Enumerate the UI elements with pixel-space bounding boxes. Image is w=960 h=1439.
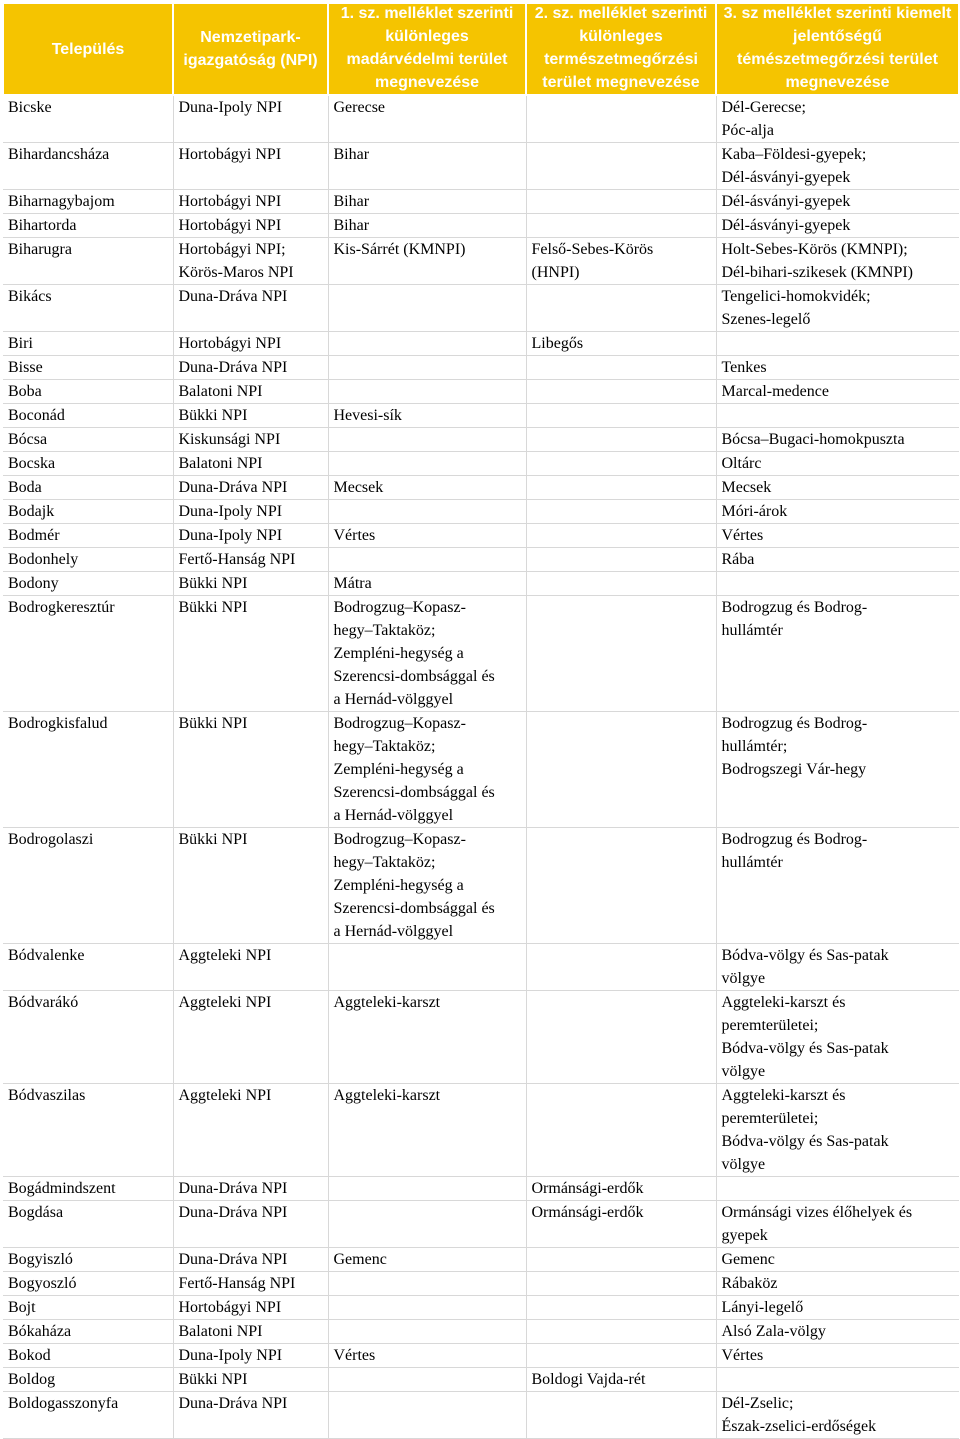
priority-area-cell: Dél-ásványi-gyepek: [716, 214, 959, 238]
nature-area-cell: [526, 548, 716, 572]
priority-area-cell: Móri-árok: [716, 500, 959, 524]
table-row: [3, 524, 959, 548]
priority-area-cell: Gemenc: [716, 1248, 959, 1272]
priority-area-cell: Aggteleki-karszt és peremterületei; Bódva-völgy és Sas-patak völgye: [716, 1084, 959, 1177]
directorate-cell: Fertő-Hanság NPI: [173, 1272, 328, 1296]
settlement-cell: Bodony: [3, 572, 173, 596]
table-row: [3, 285, 959, 332]
settlement-cell: Bódvaszilas: [3, 1084, 173, 1177]
table-row: [3, 1248, 959, 1272]
nature-area-cell: [526, 1248, 716, 1272]
bird-area-cell: Bihar: [328, 143, 526, 190]
nature-area-cell: [526, 1320, 716, 1344]
settlement-cell: Bihardancsháza: [3, 143, 173, 190]
settlement-cell: Boconád: [3, 404, 173, 428]
header-nature-conservation-area: 2. sz. melléklet szerinti különleges természetmegőrzési terület megnevezése: [526, 3, 716, 95]
nature-area-cell: [526, 214, 716, 238]
settlement-cell: Bodrogkeresztúr: [3, 596, 173, 712]
nature-area-cell: [526, 500, 716, 524]
nature-area-cell: [526, 476, 716, 500]
bird-area-cell: Bodrogzug–Kopasz- hegy–Taktaköz; Zempléni-hegység a Szerencsi-dombsággal és a Hernád-völggyel: [328, 828, 526, 944]
bird-area-cell: [328, 1296, 526, 1320]
directorate-cell: Hortobágyi NPI: [173, 214, 328, 238]
header-bird-protection-area: 1. sz. melléklet szerinti különleges madárvédelmi terület megnevezése: [328, 3, 526, 95]
table-row: [3, 572, 959, 596]
directorate-cell: Bükki NPI: [173, 712, 328, 828]
directorate-cell: Duna-Dráva NPI: [173, 285, 328, 332]
priority-area-cell: Bócsa–Bugaci-homokpuszta: [716, 428, 959, 452]
directorate-cell: Duna-Dráva NPI: [173, 1248, 328, 1272]
header-priority-conservation-area: 3. sz melléklet szerinti kiemelt jelentőségű témészetmegőrzési terület megnevezése: [716, 3, 959, 95]
table-row: [3, 1392, 959, 1439]
priority-area-cell: [716, 404, 959, 428]
nature-area-cell: [526, 572, 716, 596]
bird-area-cell: [328, 356, 526, 380]
table-row: [3, 404, 959, 428]
bird-area-cell: [328, 1392, 526, 1439]
settlement-cell: Bogádmindszent: [3, 1177, 173, 1201]
bird-area-cell: Vértes: [328, 524, 526, 548]
nature-area-cell: [526, 143, 716, 190]
nature-area-cell: [526, 452, 716, 476]
directorate-cell: Balatoni NPI: [173, 452, 328, 476]
bird-area-cell: Bihar: [328, 190, 526, 214]
directorate-cell: Duna-Dráva NPI: [173, 1201, 328, 1248]
nature-area-cell: [526, 404, 716, 428]
bird-area-cell: Gemenc: [328, 1248, 526, 1272]
table-row: [3, 1320, 959, 1344]
table-row: [3, 944, 959, 991]
nature-area-cell: [526, 428, 716, 452]
priority-area-cell: Ormánsági vizes élőhelyek és gyepek: [716, 1201, 959, 1248]
directorate-cell: Duna-Ipoly NPI: [173, 1344, 328, 1368]
priority-area-cell: Rába: [716, 548, 959, 572]
priority-area-cell: Tenkes: [716, 356, 959, 380]
bird-area-cell: [328, 1368, 526, 1392]
settlement-cell: Bócsa: [3, 428, 173, 452]
header-national-park-directorate: Nemzetipark- igazgatóság (NPI): [173, 3, 328, 95]
directorate-cell: Bükki NPI: [173, 1368, 328, 1392]
nature-area-cell: [526, 1272, 716, 1296]
priority-area-cell: Mecsek: [716, 476, 959, 500]
directorate-cell: Bükki NPI: [173, 572, 328, 596]
priority-area-cell: Holt-Sebes-Körös (KMNPI); Dél-bihari-szikesek (KMNPI): [716, 238, 959, 285]
nature-area-cell: [526, 1296, 716, 1320]
table-row: [3, 356, 959, 380]
table-row: [3, 1084, 959, 1177]
settlement-cell: Bodrogolaszi: [3, 828, 173, 944]
settlement-cell: Bogdása: [3, 1201, 173, 1248]
settlement-cell: Bokod: [3, 1344, 173, 1368]
settlement-cell: Bogyoszló: [3, 1272, 173, 1296]
directorate-cell: Hortobágyi NPI: [173, 332, 328, 356]
bird-area-cell: [328, 452, 526, 476]
table-row: [3, 190, 959, 214]
directorate-cell: Aggteleki NPI: [173, 1084, 328, 1177]
settlement-cell: Boda: [3, 476, 173, 500]
table-body: [3, 95, 959, 1439]
settlement-cell: Bodmér: [3, 524, 173, 548]
bird-area-cell: Gerecse: [328, 95, 526, 143]
nature-area-cell: Boldogi Vajda-rét: [526, 1368, 716, 1392]
directorate-cell: Hortobágyi NPI: [173, 143, 328, 190]
directorate-cell: Aggteleki NPI: [173, 991, 328, 1084]
directorate-cell: Duna-Dráva NPI: [173, 1392, 328, 1439]
table-row: [3, 991, 959, 1084]
priority-area-cell: Rábaköz: [716, 1272, 959, 1296]
bird-area-cell: [328, 548, 526, 572]
settlement-cell: Bikács: [3, 285, 173, 332]
settlement-cell: Boldogasszonyfa: [3, 1392, 173, 1439]
directorate-cell: Duna-Dráva NPI: [173, 356, 328, 380]
directorate-cell: Balatoni NPI: [173, 1320, 328, 1344]
directorate-cell: Duna-Ipoly NPI: [173, 500, 328, 524]
nature-area-cell: [526, 190, 716, 214]
nature-area-cell: [526, 1392, 716, 1439]
directorate-cell: Fertő-Hanság NPI: [173, 548, 328, 572]
settlement-cell: Bódvalenke: [3, 944, 173, 991]
directorate-cell: Balatoni NPI: [173, 380, 328, 404]
priority-area-cell: Bodrogzug és Bodrog- hullámtér; Bodrogszegi Vár-hegy: [716, 712, 959, 828]
table-row: [3, 332, 959, 356]
bird-area-cell: Mecsek: [328, 476, 526, 500]
bird-area-cell: [328, 1177, 526, 1201]
priority-area-cell: [716, 1368, 959, 1392]
bird-area-cell: [328, 1272, 526, 1296]
nature-area-cell: [526, 944, 716, 991]
bird-area-cell: Bihar: [328, 214, 526, 238]
priority-area-cell: Marcal-medence: [716, 380, 959, 404]
directorate-cell: Duna-Dráva NPI: [173, 476, 328, 500]
directorate-cell: Bükki NPI: [173, 828, 328, 944]
bird-area-cell: [328, 380, 526, 404]
directorate-cell: Duna-Ipoly NPI: [173, 524, 328, 548]
bird-area-cell: [328, 500, 526, 524]
priority-area-cell: Dél-Gerecse; Póc-alja: [716, 95, 959, 143]
settlement-cell: Bókaháza: [3, 1320, 173, 1344]
table-row: [3, 1272, 959, 1296]
priority-area-cell: Lányi-legelő: [716, 1296, 959, 1320]
nature-area-cell: [526, 991, 716, 1084]
header-settlement: Település: [3, 3, 173, 95]
nature-area-cell: Ormánsági-erdők: [526, 1177, 716, 1201]
priority-area-cell: Vértes: [716, 1344, 959, 1368]
table-row: [3, 238, 959, 285]
priority-area-cell: Alsó Zala-völgy: [716, 1320, 959, 1344]
priority-area-cell: Bodrogzug és Bodrog- hullámtér: [716, 596, 959, 712]
table-row: [3, 143, 959, 190]
nature-area-cell: [526, 356, 716, 380]
directorate-cell: Duna-Dráva NPI: [173, 1177, 328, 1201]
settlement-cell: Bogyiszló: [3, 1248, 173, 1272]
directorate-cell: Duna-Ipoly NPI: [173, 95, 328, 143]
directorate-cell: Hortobágyi NPI: [173, 190, 328, 214]
nature-area-cell: [526, 828, 716, 944]
directorate-cell: Hortobágyi NPI; Körös-Maros NPI: [173, 238, 328, 285]
table-row: [3, 712, 959, 828]
nature-area-cell: Libegős: [526, 332, 716, 356]
directorate-cell: Aggteleki NPI: [173, 944, 328, 991]
bird-area-cell: Aggteleki-karszt: [328, 991, 526, 1084]
priority-area-cell: [716, 332, 959, 356]
settlement-cell: Bodonhely: [3, 548, 173, 572]
settlement-cell: Bódvarákó: [3, 991, 173, 1084]
bird-area-cell: Aggteleki-karszt: [328, 1084, 526, 1177]
table-row: [3, 452, 959, 476]
directorate-cell: Bükki NPI: [173, 596, 328, 712]
table-row: [3, 500, 959, 524]
directorate-cell: Hortobágyi NPI: [173, 1296, 328, 1320]
nature-area-cell: [526, 285, 716, 332]
settlement-cell: Bicske: [3, 95, 173, 143]
nature-area-cell: [526, 1084, 716, 1177]
bird-area-cell: [328, 1201, 526, 1248]
settlement-cell: Bihartorda: [3, 214, 173, 238]
table-row: [3, 214, 959, 238]
table-row: [3, 596, 959, 712]
settlement-cell: Bodajk: [3, 500, 173, 524]
priority-area-cell: [716, 572, 959, 596]
priority-area-cell: Bódva-völgy és Sas-patak völgye: [716, 944, 959, 991]
priority-area-cell: Dél-Zselic; Észak-zselici-erdőségek: [716, 1392, 959, 1439]
settlement-cell: Boba: [3, 380, 173, 404]
bird-area-cell: Mátra: [328, 572, 526, 596]
directorate-cell: Kiskunsági NPI: [173, 428, 328, 452]
settlement-cell: Biharugra: [3, 238, 173, 285]
table-row: [3, 476, 959, 500]
priority-area-cell: Bodrogzug és Bodrog- hullámtér: [716, 828, 959, 944]
settlement-cell: Bocska: [3, 452, 173, 476]
header-row: [3, 3, 959, 95]
bird-area-cell: [328, 1320, 526, 1344]
priority-area-cell: Kaba–Földesi-gyepek; Dél-ásványi-gyepek: [716, 143, 959, 190]
nature-area-cell: Felső-Sebes-Körös (HNPI): [526, 238, 716, 285]
priority-area-cell: Vértes: [716, 524, 959, 548]
settlement-cell: Bodrogkisfalud: [3, 712, 173, 828]
protected-areas-table: [2, 2, 960, 1439]
settlement-cell: Boldog: [3, 1368, 173, 1392]
table-row: [3, 1296, 959, 1320]
settlement-cell: Biri: [3, 332, 173, 356]
nature-area-cell: [526, 1344, 716, 1368]
bird-area-cell: Hevesi-sík: [328, 404, 526, 428]
bird-area-cell: [328, 944, 526, 991]
table-row: [3, 1201, 959, 1248]
settlement-cell: Bojt: [3, 1296, 173, 1320]
bird-area-cell: Vértes: [328, 1344, 526, 1368]
table-row: [3, 380, 959, 404]
priority-area-cell: [716, 1177, 959, 1201]
table-row: [3, 828, 959, 944]
nature-area-cell: [526, 712, 716, 828]
nature-area-cell: Ormánsági-erdők: [526, 1201, 716, 1248]
bird-area-cell: [328, 428, 526, 452]
priority-area-cell: Tengelici-homokvidék; Szenes-legelő: [716, 285, 959, 332]
table-row: [3, 1344, 959, 1368]
bird-area-cell: Bodrogzug–Kopasz- hegy–Taktaköz; Zempléni-hegység a Szerencsi-dombsággal és a Hernád-völggyel: [328, 596, 526, 712]
nature-area-cell: [526, 524, 716, 548]
nature-area-cell: [526, 596, 716, 712]
priority-area-cell: Dél-ásványi-gyepek: [716, 190, 959, 214]
table-row: [3, 428, 959, 452]
bird-area-cell: Bodrogzug–Kopasz- hegy–Taktaköz; Zempléni-hegység a Szerencsi-dombsággal és a Hernád-völggyel: [328, 712, 526, 828]
table-row: [3, 548, 959, 572]
settlement-cell: Biharnagybajom: [3, 190, 173, 214]
table-row: [3, 1368, 959, 1392]
priority-area-cell: Aggteleki-karszt és peremterületei; Bódva-völgy és Sas-patak völgye: [716, 991, 959, 1084]
nature-area-cell: [526, 95, 716, 143]
nature-area-cell: [526, 380, 716, 404]
directorate-cell: Bükki NPI: [173, 404, 328, 428]
priority-area-cell: Oltárc: [716, 452, 959, 476]
table-row: [3, 1177, 959, 1201]
table-header: [3, 3, 959, 95]
bird-area-cell: Kis-Sárrét (KMNPI): [328, 238, 526, 285]
settlement-cell: Bisse: [3, 356, 173, 380]
table-row: [3, 95, 959, 143]
bird-area-cell: [328, 285, 526, 332]
bird-area-cell: [328, 332, 526, 356]
